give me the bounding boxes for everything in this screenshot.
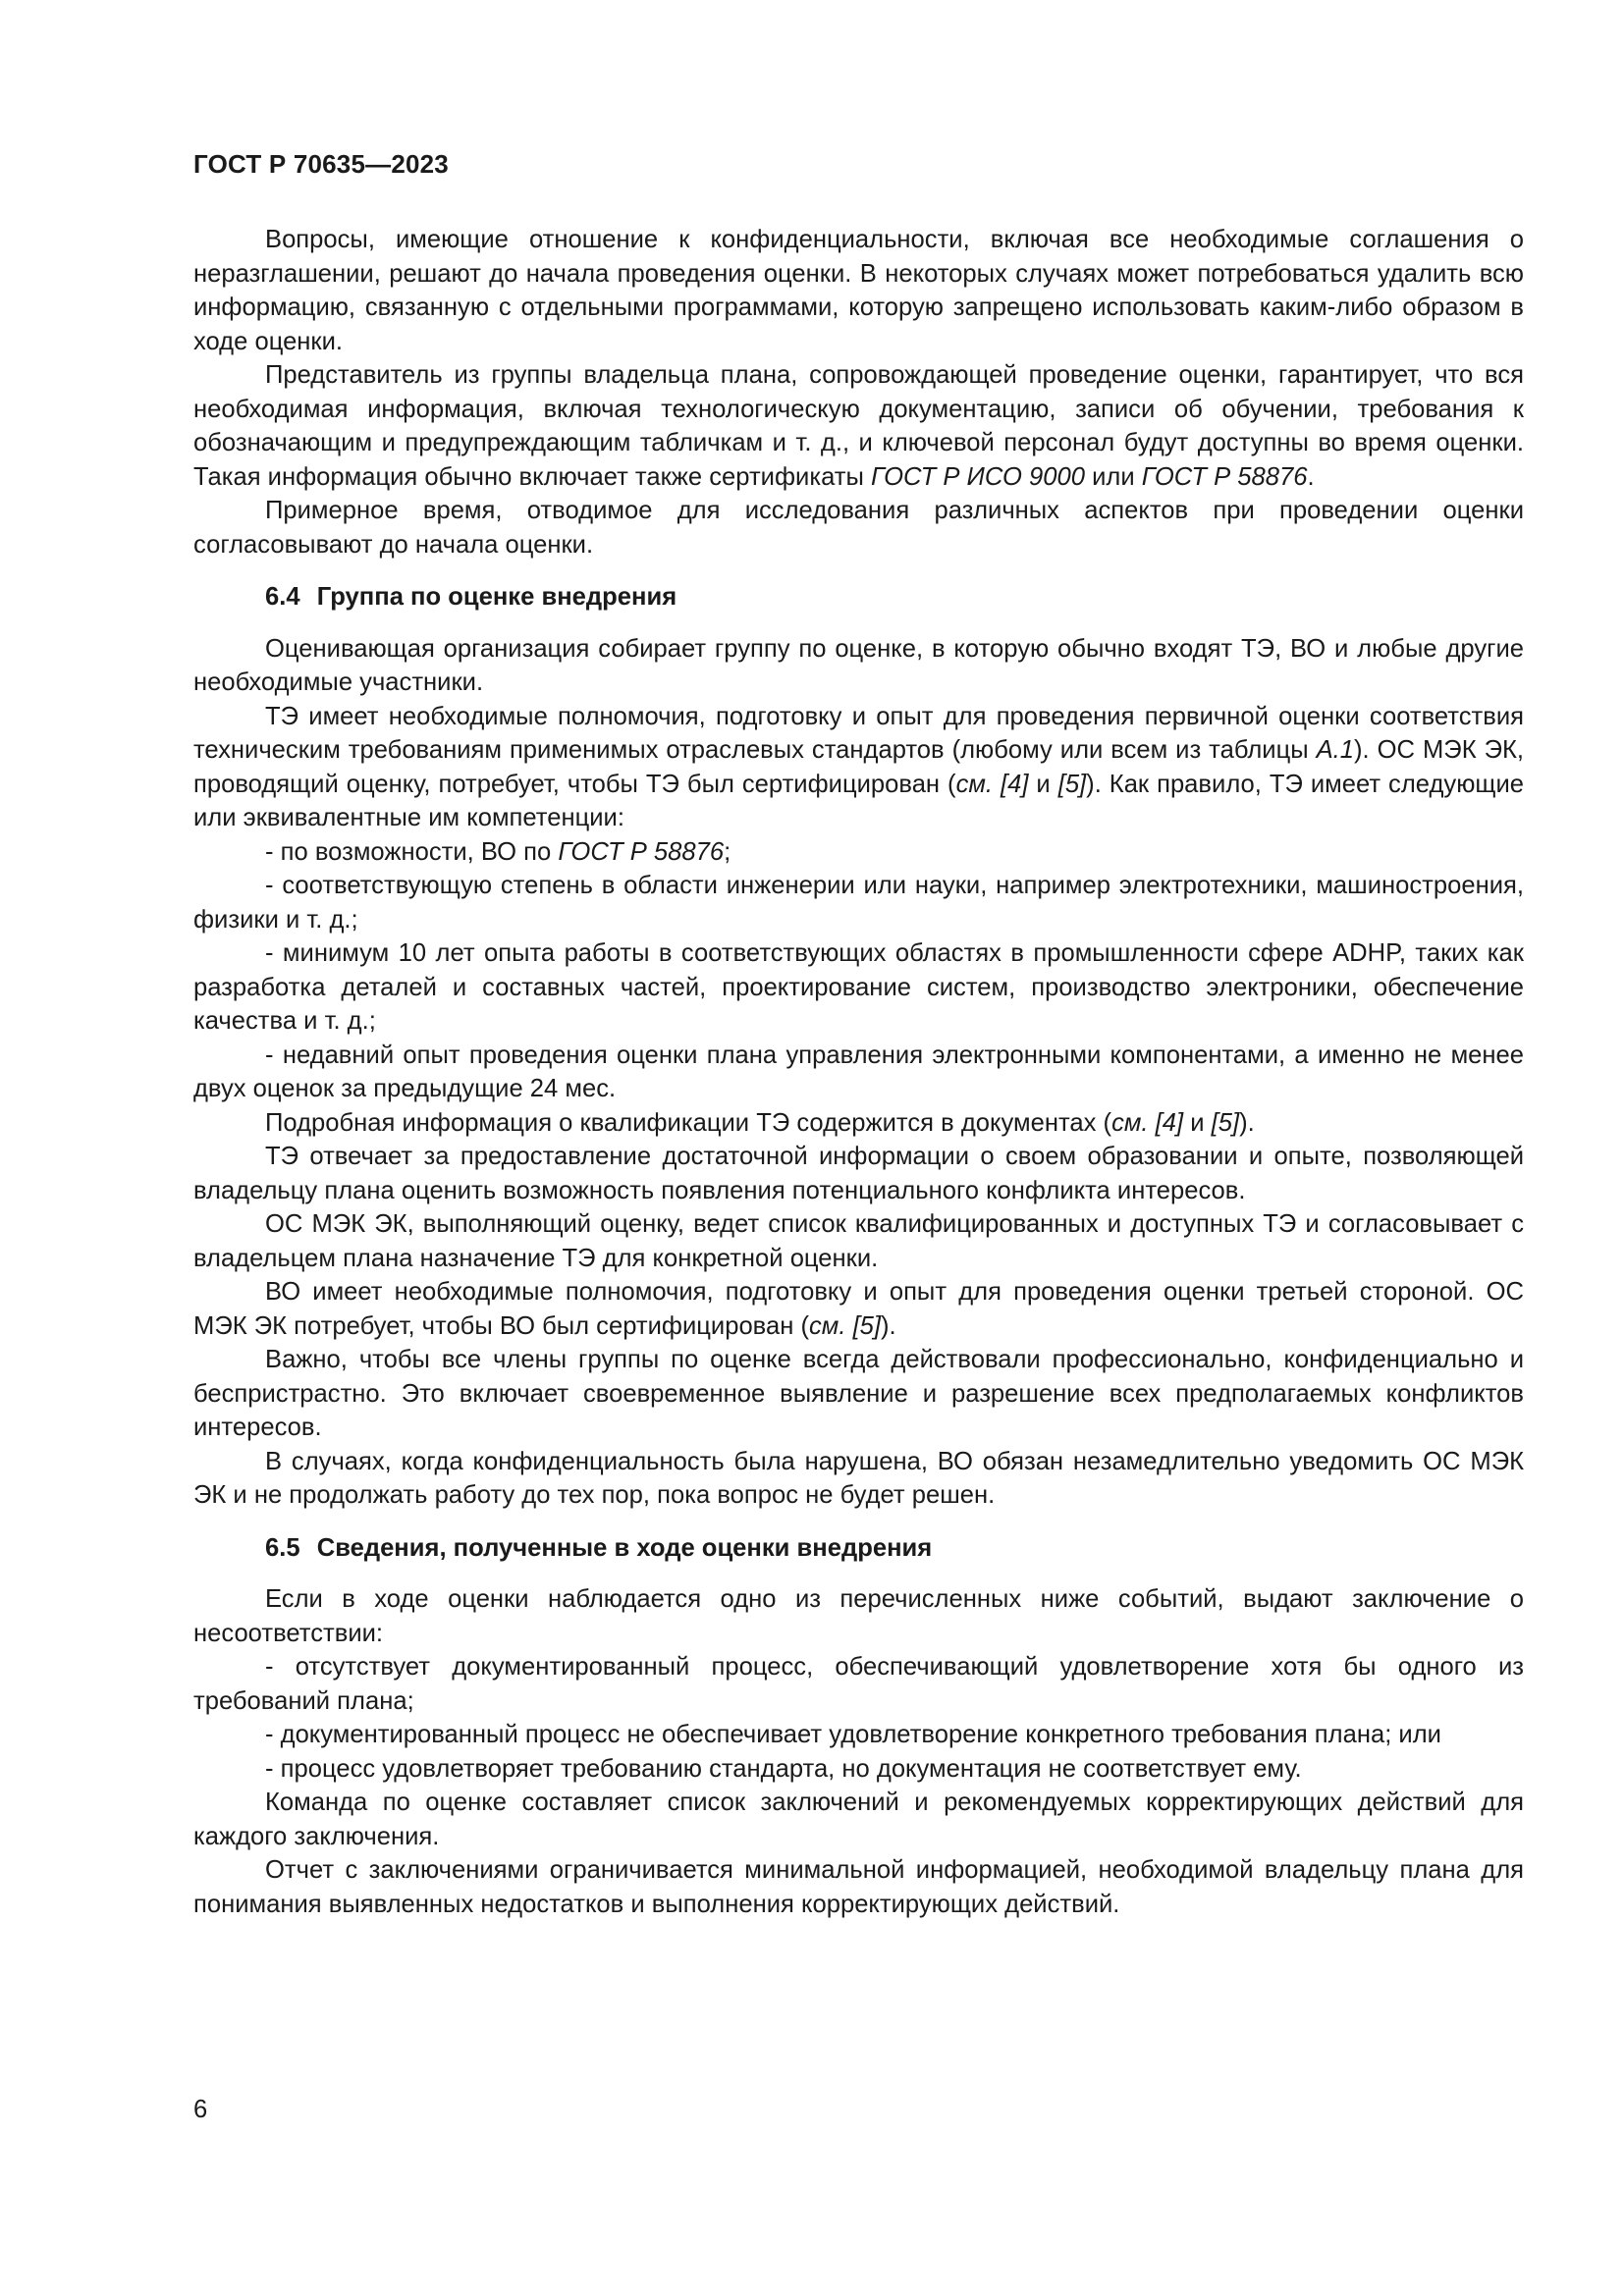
paragraph	[193, 632, 1524, 700]
paragraph	[193, 1582, 1524, 1650]
paragraph-text: Если в ходе оценки наблюдается одно из перечисленных ниже событий, выдают заключение о несоответствии:	[193, 1585, 1524, 1647]
paragraph-text: ТЭ отвечает за предоставление достаточной информации о своем образовании и опыте, позволяющей владельцу плана оценить возможность появления потенциального конфликта интересов.	[193, 1143, 1524, 1204]
paragraph	[193, 358, 1524, 494]
paragraph-text: - процесс удовлетворяет требованию стандарта, но документация не соответствует ему.	[265, 1754, 1302, 1783]
paragraph	[193, 1445, 1524, 1513]
paragraph-text: ).	[1239, 1108, 1255, 1137]
reference-text: [5]	[1057, 770, 1087, 798]
paragraph	[193, 1275, 1524, 1343]
intro-block	[193, 223, 1524, 561]
paragraph-text: Отчет с заключениями ограничивается минимальной информацией, необходимой владельцу плана для понимания выявленных недостатков и выполнения корректирующих действий.	[193, 1856, 1524, 1918]
reference-text: см. [4]	[1111, 1108, 1184, 1137]
paragraph	[193, 1650, 1524, 1718]
paragraph	[193, 494, 1524, 561]
reference-text: А.1	[1316, 736, 1355, 764]
section-6-4-heading	[193, 580, 1524, 614]
paragraph	[193, 1207, 1524, 1275]
paragraph-text: Оценивающая организация собирает группу по оценке, в которую обычно входят ТЭ, ВО и любые другие необходимые участники.	[193, 634, 1524, 696]
paragraph-text: ).	[881, 1311, 896, 1340]
reference-text: см. [5]	[809, 1311, 882, 1340]
paragraph	[193, 1140, 1524, 1207]
paragraph-text: ;	[724, 837, 731, 866]
paragraph	[193, 1106, 1524, 1141]
document-code-header: ГОСТ Р 70635—2023	[193, 149, 449, 179]
document-body	[193, 223, 1524, 1921]
paragraph	[193, 835, 1524, 870]
paragraph-text: Подробная информация о квалификации ТЭ содержится в документах (	[265, 1108, 1112, 1137]
paragraph	[193, 1752, 1524, 1787]
paragraph	[193, 1343, 1524, 1445]
paragraph-text: ). ОС МЭК ЭК, проводящий оценку, потребует, чтобы ТЭ был сертифицирован (	[193, 736, 1524, 798]
reference-text: ГОСТ Р ИСО 9000	[871, 462, 1085, 491]
section-6-5-heading	[193, 1531, 1524, 1566]
paragraph	[193, 1718, 1524, 1752]
paragraph-text: ВО имеет необходимые полномочия, подготовку и опыт для проведения оценки третьей стороной. ОС МЭК ЭК потребует, чтобы ВО был сертифицирован (	[193, 1278, 1524, 1340]
paragraph	[193, 700, 1524, 835]
paragraph	[193, 1853, 1524, 1921]
paragraph-text: .	[1307, 462, 1315, 491]
paragraph-text: или	[1085, 462, 1142, 491]
section-6-5-title: Сведения, полученные в ходе оценки внедрения	[316, 1533, 933, 1562]
paragraph-text: ТЭ имеет необходимые полномочия, подготовку и опыт для проведения первичной оценки соответствия техническим требованиям применимых отраслевых стандартов (любому или всем из таблицы	[193, 702, 1524, 764]
page-number: 6	[193, 2096, 208, 2123]
paragraph-text: - по возможности, ВО по	[265, 837, 559, 866]
reference-text: ГОСТ Р 58876	[558, 837, 725, 866]
reference-text: ГОСТ Р 58876	[1141, 462, 1308, 491]
reference-text: см. [4]	[955, 770, 1029, 798]
paragraph	[193, 223, 1524, 358]
paragraph-text: - минимум 10 лет опыта работы в соответствующих областях в промышленности сфере ADHP, таких как разработка деталей и составных частей, проектирование систем, производство электроники, обеспечение качества и т. д.;	[193, 939, 1524, 1035]
paragraph-text: - отсутствует документированный процесс, обеспечивающий удовлетворение хотя бы одного из требований плана;	[193, 1653, 1524, 1715]
paragraph-text: Примерное время, отводимое для исследования различных аспектов при проведении оценки согласовывают до начала оценки.	[193, 497, 1524, 559]
paragraph-text: ОС МЭК ЭК, выполняющий оценку, ведет список квалифицированных и доступных ТЭ и согласовывает с владельцем плана назначение ТЭ для конкретной оценки.	[193, 1210, 1524, 1272]
paragraph-text: и	[1028, 770, 1058, 798]
paragraph-text: - документированный процесс не обеспечивает удовлетворение конкретного требования плана; или	[265, 1721, 1441, 1748]
paragraph	[193, 869, 1524, 936]
section-6-4-number: 6.4	[265, 583, 300, 611]
paragraph-text: и	[1183, 1108, 1212, 1137]
paragraph	[193, 1786, 1524, 1853]
paragraph	[193, 1039, 1524, 1106]
paragraph-text: ). Как правило, ТЭ имеет следующие или эквивалентные им компетенции:	[193, 770, 1524, 831]
section-6-4-title: Группа по оценке внедрения	[316, 583, 677, 611]
paragraph-text: В случаях, когда конфиденциальность была нарушена, ВО обязан незамедлительно уведомить ОС МЭК ЭК и не продолжать работу до тех пор, пока вопрос не будет решен.	[193, 1447, 1524, 1509]
section-6-5-body	[193, 1582, 1524, 1921]
paragraph-text: - недавний опыт проведения оценки плана управления электронными компонентами, а именно не менее двух оценок за предыдущие 24 мес.	[193, 1041, 1524, 1102]
paragraph-text: Представитель из группы владельца плана, сопровождающей проведение оценки, гарантирует, что вся необходимая информация, включая технологическую документацию, записи об обучении, требования к обозначающим и предупреждающим табличкам и т. д., и ключевой персонал будут доступны во время оценки. Такая информация обычно включает также сертификаты	[193, 361, 1524, 491]
section-6-4-body	[193, 632, 1524, 1513]
paragraph-text: Важно, чтобы все члены группы по оценке всегда действовали профессионально, конфиденциально и беспристрастно. Это включает своевременное выявление и разрешение всех предполагаемых конфликтов интересов.	[193, 1346, 1524, 1441]
paragraph-text: Вопросы, имеющие отношение к конфиденциальности, включая все необходимые соглашения о неразглашении, решают до начала проведения оценки. В некоторых случаях может потребоваться удалить всю информацию, связанную с отдельными программами, которую запрещено использовать каким-либо образом в ходе оценки.	[193, 226, 1524, 355]
paragraph-text: - соответствующую степень в области инженерии или науки, например электротехники, машиностроения, физики и т. д.;	[193, 872, 1524, 934]
reference-text: [5]	[1211, 1108, 1240, 1137]
paragraph-text: Команда по оценке составляет список заключений и рекомендуемых корректирующих действий для каждого заключения.	[193, 1789, 1524, 1850]
paragraph	[193, 936, 1524, 1039]
section-6-5-number: 6.5	[265, 1533, 300, 1562]
